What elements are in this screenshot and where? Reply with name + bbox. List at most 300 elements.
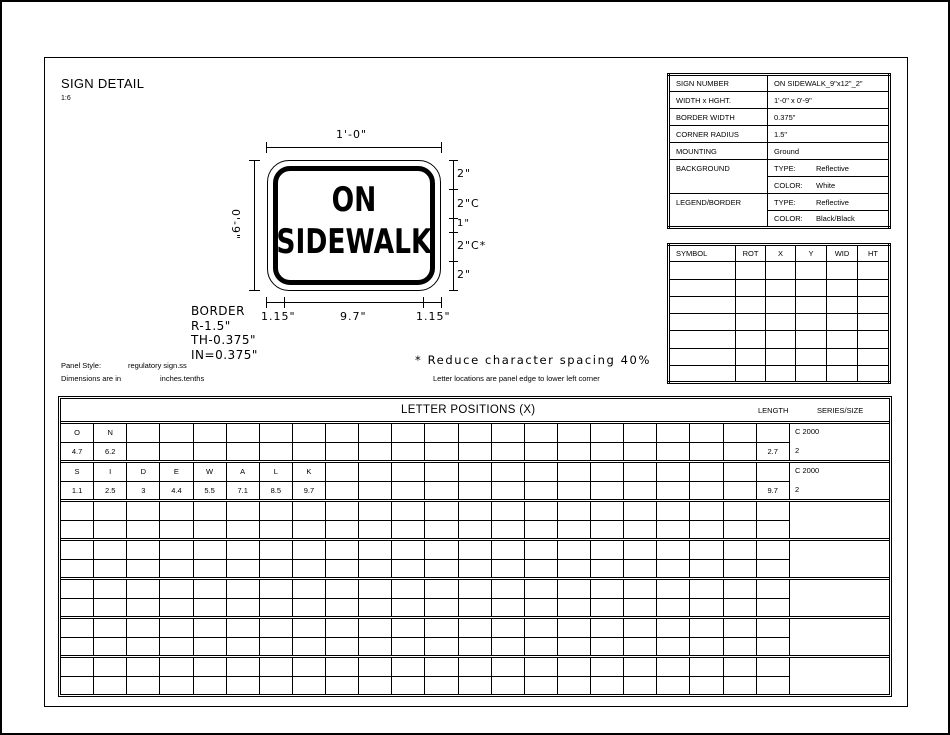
width-dimension-tick-right <box>441 142 442 153</box>
position-cell <box>392 599 425 616</box>
position-cell <box>94 599 127 616</box>
letter-cell <box>94 502 127 520</box>
letter-cell <box>127 502 160 520</box>
position-cell <box>425 443 458 460</box>
letter-cell <box>624 463 657 481</box>
letter-cell <box>127 658 160 676</box>
position-cell <box>657 638 690 655</box>
letter-cell <box>425 463 458 481</box>
letter-cell <box>657 463 690 481</box>
position-cell <box>591 677 624 694</box>
position-cell <box>392 638 425 655</box>
letter-cell <box>657 502 690 520</box>
position-cell <box>326 521 359 538</box>
letter-cell <box>94 541 127 559</box>
height-dimension-line <box>254 160 255 291</box>
letter-cell <box>591 658 624 676</box>
symbol-table-cell <box>796 366 827 383</box>
position-cell <box>227 677 260 694</box>
letter-cell <box>194 658 227 676</box>
position-cell <box>657 521 690 538</box>
letter-cell <box>392 580 425 598</box>
letter-cell <box>61 619 94 637</box>
panel-style-value: regulatory sign.ss <box>128 361 187 370</box>
position-cell: 1.1 <box>61 482 94 499</box>
col-symbol: SYMBOL <box>669 245 736 262</box>
symbol-table-cell <box>827 348 858 365</box>
position-cell <box>690 443 723 460</box>
letter-cell: S <box>61 463 94 481</box>
position-cell <box>127 560 160 577</box>
letter-cell <box>558 541 591 559</box>
position-cell <box>160 560 193 577</box>
col-y: Y <box>796 245 827 262</box>
symbol-table-cell <box>827 296 858 313</box>
spacing-tick <box>449 290 458 291</box>
letter-table-header <box>61 399 889 421</box>
letter-cell <box>425 580 458 598</box>
letter-cell <box>690 541 723 559</box>
position-cell: 8.5 <box>260 482 293 499</box>
position-cell <box>293 443 326 460</box>
symbol-table-cell <box>796 279 827 296</box>
position-cell <box>558 638 591 655</box>
letter-row <box>61 580 790 598</box>
letter-group <box>61 421 889 460</box>
position-cell <box>293 677 326 694</box>
letter-cell <box>227 502 260 520</box>
symbol-table-cell <box>736 279 766 296</box>
info-value: ON SIDEWALK_9"x12"_2" <box>768 75 890 92</box>
position-row <box>61 442 790 460</box>
symbol-table-cell <box>858 314 890 331</box>
letter-cell <box>260 619 293 637</box>
info-value: 1.5" <box>768 126 890 143</box>
symbol-table-cell <box>858 262 890 279</box>
symbol-table-cell <box>796 331 827 348</box>
letter-cell <box>558 619 591 637</box>
letter-cell <box>293 580 326 598</box>
letter-cell <box>525 541 558 559</box>
position-cell <box>260 560 293 577</box>
letter-cell <box>492 580 525 598</box>
letter-cell <box>724 580 757 598</box>
symbol-table-cell <box>827 314 858 331</box>
letter-cell <box>425 619 458 637</box>
position-cell <box>326 638 359 655</box>
letter-row <box>61 658 790 676</box>
letter-cell <box>690 580 723 598</box>
position-cell <box>194 677 227 694</box>
letter-cell <box>690 619 723 637</box>
letter-cell <box>459 463 492 481</box>
letter-cell <box>260 658 293 676</box>
position-cell <box>326 677 359 694</box>
letter-cell: E <box>160 463 193 481</box>
position-cell <box>293 638 326 655</box>
position-cell <box>657 482 690 499</box>
info-key-legend-border: LEGEND/BORDER <box>669 194 768 228</box>
position-cell <box>127 638 160 655</box>
series-size-cell <box>790 424 889 460</box>
position-cell <box>757 638 790 655</box>
spacing-label: 2"C <box>457 197 480 210</box>
letter-cell <box>525 463 558 481</box>
symbol-table-cell <box>796 296 827 313</box>
letter-cell <box>558 424 591 442</box>
letter-cell <box>160 658 193 676</box>
position-cell <box>425 560 458 577</box>
position-cell <box>227 599 260 616</box>
letter-cell: D <box>127 463 160 481</box>
letter-cell <box>227 619 260 637</box>
letter-group <box>61 499 889 538</box>
letter-cell <box>359 502 392 520</box>
letter-cell <box>326 424 359 442</box>
letter-cell <box>624 502 657 520</box>
position-cell <box>525 599 558 616</box>
position-cell <box>624 443 657 460</box>
position-cell <box>724 638 757 655</box>
spacing-label: 2"C* <box>457 239 487 252</box>
letter-cell <box>194 424 227 442</box>
letter-cell <box>227 580 260 598</box>
position-cell <box>657 560 690 577</box>
letter-row <box>61 424 790 442</box>
info-key-background: BACKGROUND <box>669 160 768 194</box>
letter-cell <box>591 541 624 559</box>
letter-cell <box>127 619 160 637</box>
position-cell <box>492 482 525 499</box>
symbol-table-row <box>669 348 890 365</box>
letter-cell <box>757 463 790 481</box>
position-cell <box>459 482 492 499</box>
col-x: X <box>766 245 796 262</box>
position-cell <box>425 677 458 694</box>
letter-group <box>61 460 889 499</box>
letter-cell <box>757 580 790 598</box>
bottom-tick <box>284 297 285 308</box>
position-cell <box>724 677 757 694</box>
letter-cell <box>127 541 160 559</box>
letter-cell <box>194 541 227 559</box>
position-cell <box>61 521 94 538</box>
symbol-table-cell <box>736 366 766 383</box>
spacing-tick <box>449 232 458 233</box>
letter-cell <box>293 502 326 520</box>
position-cell <box>425 521 458 538</box>
letter-cell <box>459 541 492 559</box>
position-cell <box>525 638 558 655</box>
info-row <box>669 92 890 109</box>
position-row <box>61 598 790 616</box>
letter-cell <box>293 424 326 442</box>
bottom-tick <box>441 297 442 308</box>
position-cell <box>591 599 624 616</box>
info-value: 1'-0" x 0'-9" <box>768 92 890 109</box>
symbol-table-cell <box>669 314 736 331</box>
dimensions-value: inches.tenths <box>160 374 205 383</box>
position-cell <box>392 443 425 460</box>
letter-cell <box>326 463 359 481</box>
symbol-table-header <box>669 245 890 262</box>
position-row <box>61 481 790 499</box>
info-value: 0.375" <box>768 109 890 126</box>
drawing-scale: 1:6 <box>61 95 71 102</box>
position-cell <box>293 599 326 616</box>
position-cell: 4.7 <box>61 443 94 460</box>
position-cell <box>194 638 227 655</box>
letter-cell <box>525 580 558 598</box>
position-cell <box>260 638 293 655</box>
letter-cell <box>392 619 425 637</box>
info-key: SIGN NUMBER <box>669 75 768 92</box>
position-cell <box>94 677 127 694</box>
bottom-dimension-left: 1.15" <box>261 310 296 323</box>
letter-cell <box>525 424 558 442</box>
letter-group <box>61 538 889 577</box>
series-size-header: SERIES/SIZE <box>817 406 864 415</box>
position-cell <box>194 599 227 616</box>
position-cell <box>160 638 193 655</box>
position-cell <box>657 677 690 694</box>
letter-cell <box>260 502 293 520</box>
position-cell <box>392 677 425 694</box>
position-cell <box>724 560 757 577</box>
position-cell <box>492 599 525 616</box>
letter-group <box>61 655 889 694</box>
letter-cell <box>392 541 425 559</box>
position-cell <box>690 599 723 616</box>
symbol-table-cell <box>827 262 858 279</box>
position-cell <box>690 482 723 499</box>
position-cell <box>558 677 591 694</box>
letter-cell <box>61 658 94 676</box>
col-ht: HT <box>858 245 890 262</box>
position-cell <box>227 638 260 655</box>
letter-cell <box>425 424 458 442</box>
letter-cell <box>227 424 260 442</box>
letter-cell <box>326 580 359 598</box>
info-row <box>669 194 890 211</box>
letter-cell <box>94 658 127 676</box>
letter-cell <box>525 658 558 676</box>
series-size-cell <box>790 541 889 577</box>
info-row <box>669 75 890 92</box>
info-row <box>669 126 890 143</box>
letter-cell <box>359 463 392 481</box>
position-cell <box>425 482 458 499</box>
letter-cell: L <box>260 463 293 481</box>
letter-cell: I <box>94 463 127 481</box>
position-cell: 2.7 <box>757 443 790 460</box>
symbol-table-row <box>669 262 890 279</box>
letter-cell <box>359 580 392 598</box>
symbol-table-cell <box>669 366 736 383</box>
letter-cell <box>392 463 425 481</box>
letter-cell <box>61 580 94 598</box>
position-cell <box>558 482 591 499</box>
position-row <box>61 637 790 655</box>
position-cell <box>558 599 591 616</box>
position-cell <box>459 677 492 694</box>
symbol-table-cell <box>669 262 736 279</box>
letter-cell <box>94 580 127 598</box>
position-cell <box>425 638 458 655</box>
letter-cell <box>260 580 293 598</box>
symbol-table-cell <box>827 279 858 296</box>
position-cell <box>127 599 160 616</box>
spacing-tick <box>449 160 458 161</box>
position-cell <box>624 521 657 538</box>
sign-info-table <box>667 73 891 229</box>
letter-cell <box>359 658 392 676</box>
letter-cell <box>293 619 326 637</box>
letter-cell <box>359 541 392 559</box>
position-cell <box>359 599 392 616</box>
letter-cell <box>359 619 392 637</box>
position-cell <box>690 521 723 538</box>
position-cell <box>459 443 492 460</box>
position-cell <box>525 521 558 538</box>
background-color: COLOR: White <box>768 177 890 194</box>
position-cell <box>757 521 790 538</box>
symbol-table-cell <box>736 262 766 279</box>
letter-cell <box>194 502 227 520</box>
position-cell <box>757 560 790 577</box>
letter-cell <box>724 541 757 559</box>
position-cell <box>724 443 757 460</box>
letter-cell <box>591 619 624 637</box>
info-row <box>669 109 890 126</box>
letter-cell <box>160 424 193 442</box>
letter-cell <box>459 619 492 637</box>
letter-cell: W <box>194 463 227 481</box>
letter-cell: O <box>61 424 94 442</box>
letter-cell <box>757 541 790 559</box>
symbol-table-cell <box>669 296 736 313</box>
letter-cell <box>624 580 657 598</box>
position-cell: 4.4 <box>160 482 193 499</box>
letter-cell <box>492 658 525 676</box>
letter-cell <box>558 463 591 481</box>
letter-cell <box>624 424 657 442</box>
sign-legend-line-2: SIDEWALK <box>276 222 432 262</box>
letter-cell <box>260 541 293 559</box>
series-size-cell <box>790 580 889 616</box>
position-cell <box>359 482 392 499</box>
position-cell <box>160 443 193 460</box>
position-cell <box>260 521 293 538</box>
letter-cell <box>724 463 757 481</box>
position-cell <box>624 560 657 577</box>
position-cell <box>492 521 525 538</box>
border-note-inset: IN=0.375" <box>191 347 258 362</box>
letter-cell <box>459 658 492 676</box>
size-value: 2 <box>795 485 800 494</box>
letter-cell <box>591 463 624 481</box>
letter-cell <box>127 580 160 598</box>
position-cell <box>492 560 525 577</box>
letter-cell <box>690 463 723 481</box>
letter-cell <box>724 502 757 520</box>
position-cell <box>359 677 392 694</box>
position-row <box>61 559 790 577</box>
position-cell <box>260 599 293 616</box>
position-cell <box>657 443 690 460</box>
letter-location-note: Letter locations are panel edge to lower left corner <box>433 374 600 383</box>
symbol-table-cell <box>827 366 858 383</box>
position-cell <box>359 443 392 460</box>
letter-cell <box>624 541 657 559</box>
letter-cell <box>459 424 492 442</box>
letter-positions-table <box>58 396 892 697</box>
height-dimension-tick-top <box>249 160 260 161</box>
letter-row <box>61 502 790 520</box>
position-cell <box>94 521 127 538</box>
letter-cell <box>326 502 359 520</box>
legend-color: COLOR: Black/Black <box>768 211 890 228</box>
position-cell <box>326 443 359 460</box>
position-cell <box>127 443 160 460</box>
letter-cell <box>657 619 690 637</box>
letter-cell <box>260 424 293 442</box>
letter-cell <box>757 502 790 520</box>
border-note-radius: R-1.5" <box>191 318 231 333</box>
info-row <box>669 143 890 160</box>
letter-cell <box>359 424 392 442</box>
position-cell <box>127 677 160 694</box>
position-cell <box>260 677 293 694</box>
letter-row <box>61 619 790 637</box>
spacing-tick <box>449 261 458 262</box>
letter-cell: A <box>227 463 260 481</box>
spacing-note: * Reduce character spacing 40% <box>415 353 651 367</box>
width-dimension-label: 1'-0" <box>336 128 368 141</box>
symbol-table-cell <box>766 279 796 296</box>
letter-cell <box>724 619 757 637</box>
position-cell <box>558 560 591 577</box>
letter-cell <box>160 502 193 520</box>
symbol-table-cell <box>766 331 796 348</box>
position-cell <box>591 638 624 655</box>
position-cell <box>392 560 425 577</box>
letter-cell <box>392 424 425 442</box>
position-cell <box>757 599 790 616</box>
letter-cell <box>492 619 525 637</box>
letter-cell <box>492 424 525 442</box>
position-cell: 2.5 <box>94 482 127 499</box>
letter-cell <box>525 502 558 520</box>
position-cell <box>591 560 624 577</box>
spacing-label: 1" <box>457 218 470 229</box>
symbol-table-cell <box>736 331 766 348</box>
height-dimension-label: 0'-9" <box>229 208 243 241</box>
letter-cell <box>160 580 193 598</box>
symbol-table-cell <box>827 331 858 348</box>
spacing-label: 2" <box>457 167 472 180</box>
symbol-table-row <box>669 296 890 313</box>
letter-cell <box>657 424 690 442</box>
symbol-table-cell <box>736 296 766 313</box>
position-cell <box>227 521 260 538</box>
letter-cell <box>591 424 624 442</box>
position-cell <box>194 521 227 538</box>
position-cell <box>94 638 127 655</box>
series-size-cell <box>790 619 889 655</box>
position-cell <box>459 599 492 616</box>
info-key: MOUNTING <box>669 143 768 160</box>
